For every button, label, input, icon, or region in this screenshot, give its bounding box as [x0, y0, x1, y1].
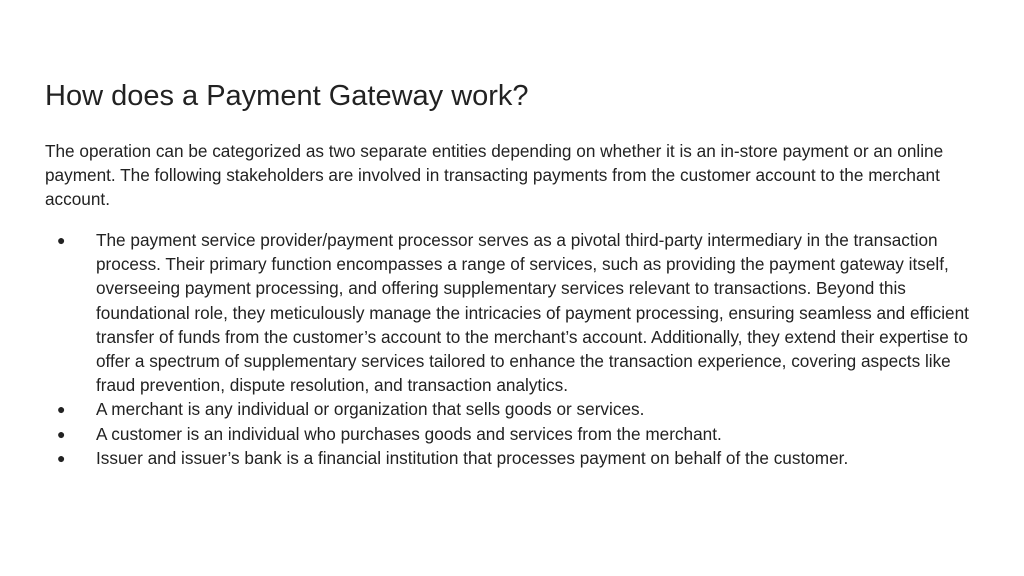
list-item-text: A merchant is any individual or organization that sells goods or services.: [96, 399, 645, 420]
bullet-icon: ●: [57, 425, 66, 442]
intro-paragraph: The operation can be categorized as two separate entities depending on whether it is an in-store payment or an online payment. The following stakeholders are involved in transacting payments from the customer account to the merchant account.: [45, 141, 944, 210]
stakeholder-list: [45, 228, 980, 470]
list-item-text: The payment service provider/payment processor serves as a pivotal third-party intermediary in the transaction process. Their primary function encompasses a range of services, such as providing the payment gateway itself, overseeing payment processing, and offering supplementary services relevant to transactions. Beyond this foundational role, they meticulously manage the intricacies of payment processing, ensuring seamless and efficient transfer of funds from the customer’s account to the merchant’s account. Additionally, they extend their expertise to offer a spectrum of supplementary services tailored to enhance the transaction experience, covering aspects like fraud prevention, dispute resolution, and transaction analytics.: [96, 230, 969, 396]
bullet-icon: ●: [57, 401, 66, 418]
slide-title: How does a Payment Gateway work?: [45, 80, 529, 112]
list-item-text: Issuer and issuer’s bank is a financial institution that processes payment on behalf of the customer.: [96, 447, 849, 468]
list-item: [45, 397, 980, 421]
list-item: [45, 228, 980, 397]
bullet-icon: ●: [57, 232, 66, 248]
list-item: [45, 446, 980, 470]
list-item-text: A customer is an individual who purchases goods and services from the merchant.: [96, 423, 722, 444]
list-item: [45, 422, 980, 446]
bullet-icon: ●: [57, 449, 66, 466]
